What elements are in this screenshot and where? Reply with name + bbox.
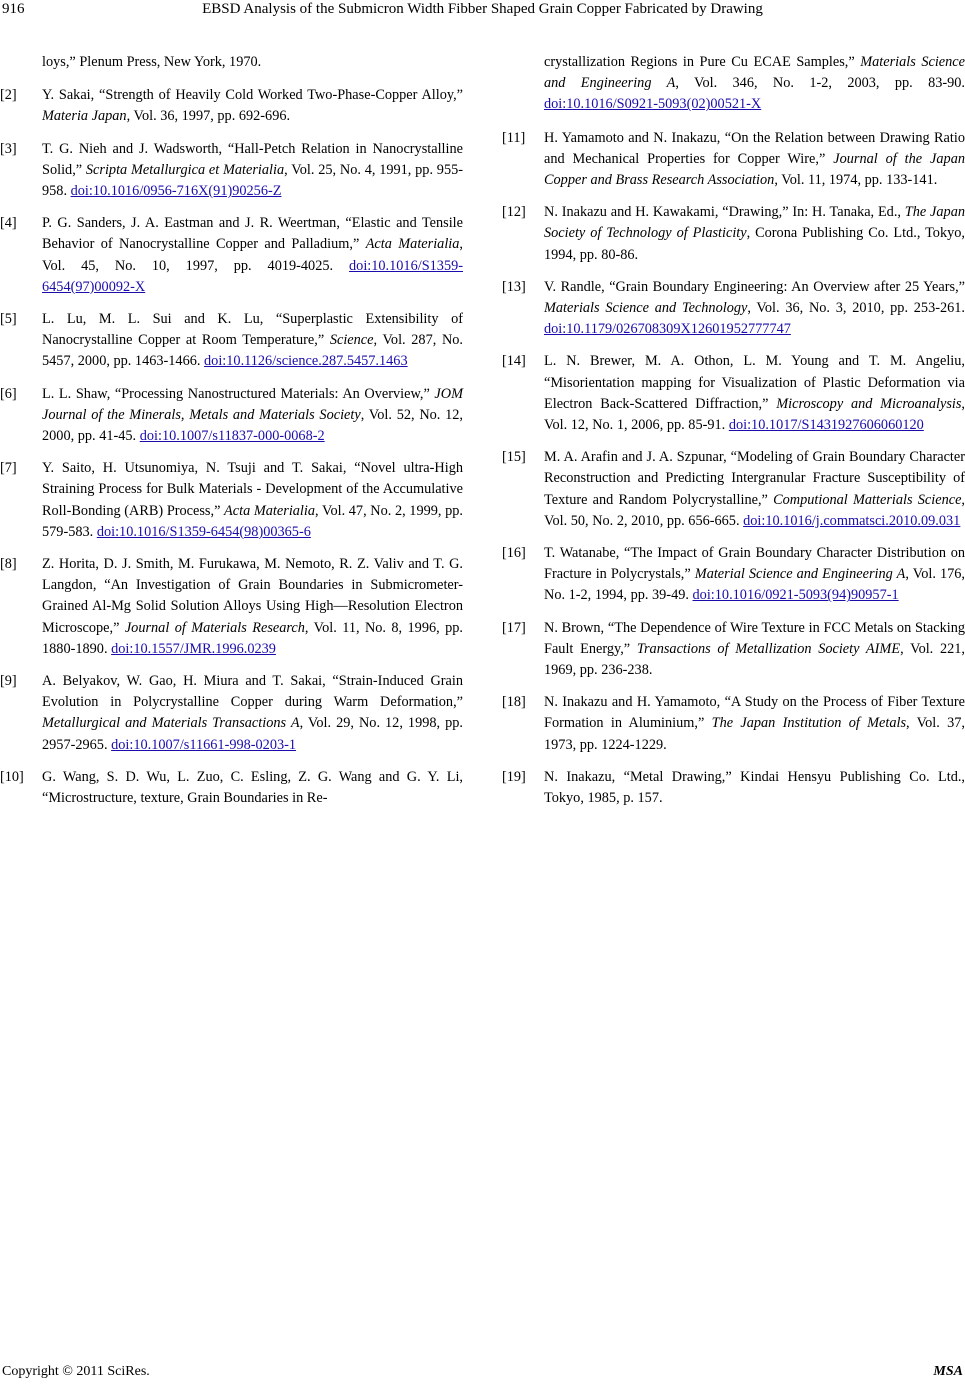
doi-link[interactable]: doi:10.1557/JMR.1996.0239 — [111, 640, 276, 657]
reference-item — [502, 692, 965, 756]
reference-item — [0, 458, 463, 543]
reference-number: [19] — [502, 768, 526, 785]
reference-item — [0, 139, 464, 203]
reference-item — [0, 85, 463, 127]
reference-number: [13] — [502, 278, 526, 295]
reference-number: [17] — [502, 619, 526, 636]
reference-number: [3] — [0, 140, 17, 157]
copyright-notice: Copyright © 2011 SciRes. — [2, 1364, 150, 1379]
reference-number: [16] — [502, 545, 526, 562]
reference-details: , Vol. 36, No. 3, 2010, pp. 253-261. — [747, 300, 965, 317]
doi-link[interactable]: doi:10.1007/s11661-998-0203-1 — [111, 736, 297, 753]
reference-item — [0, 671, 463, 756]
reference-text: N. Inakazu, “Metal Drawing,” Kindai Hensyu Publishing Co. Ltd., Tokyo, 1985, p. 157. — [544, 768, 965, 807]
journal-abbreviation: MSA — [933, 1364, 963, 1379]
page-header — [0, 0, 965, 22]
reference-source: Science — [329, 332, 374, 349]
reference-number: [7] — [0, 460, 17, 477]
reference-details: , Vol. 47, No. 2, 1999, pp. 579-583. — [42, 502, 463, 540]
reference-number: [5] — [0, 311, 17, 328]
reference-source: Journal of the Japan Copper and Brass Research Association — [544, 150, 965, 189]
reference-column-left — [0, 52, 464, 820]
reference-item — [0, 554, 463, 660]
reference-details: , Vol. 287, No. 5457, 2000, pp. 1463-1466. — [42, 332, 463, 370]
reference-item — [502, 128, 965, 192]
reference-details: , Vol. 37, 1973, pp. 1224-1229. — [544, 715, 965, 753]
reference-number: [9] — [0, 673, 17, 690]
reference-source: The Japan Society of Technology of Plasticity — [544, 204, 965, 242]
reference-details: , Vol. 12, No. 1, 2006, pp. 85-91. — [544, 395, 965, 434]
reference-details: , Vol. 45, No. 10, 1997, pp. 4019-4025. — [42, 236, 463, 274]
doi-link[interactable]: doi:10.1016/S1359-6454(98)00365-6 — [96, 523, 311, 540]
reference-number: [10] — [0, 768, 24, 785]
reference-number: [8] — [0, 556, 17, 573]
page-footer — [0, 1364, 965, 1386]
reference-number: [12] — [502, 204, 526, 221]
reference-source: Transactions of Metallization Society AIME — [636, 640, 901, 657]
reference-item — [0, 767, 463, 809]
reference-text: A. Belyakov, W. Gao, H. Miura and T. Sakai, “Strain-Induced Grain Evolution in Polycrystalline Copper during Warm Deformation,” — [42, 673, 463, 711]
doi-link[interactable]: doi:10.1179/026708309X12601952777747 — [544, 321, 791, 338]
reference-item — [502, 618, 965, 682]
reference-text: L. Lu, M. L. Sui and K. Lu, “Superplastic Extensibility of Nanocrystalline Copper at Room Temperature,” — [42, 311, 463, 349]
doi-link[interactable]: doi:10.1017/S1431927606060120 — [728, 417, 924, 434]
reference-item — [0, 309, 463, 373]
reference-item — [0, 384, 463, 448]
reference-item — [502, 447, 965, 532]
reference-number: [11] — [502, 129, 526, 146]
reference-source: Materials Science and Technology — [544, 300, 748, 317]
reference-text: Y. Sakai, “Strength of Heavily Cold Worked Two-Phase-Copper Alloy,” — [42, 87, 463, 104]
reference-text: N. Inakazu and H. Kawakami, “Drawing,” In: H. Tanaka, Ed., — [544, 204, 905, 221]
reference-details: , Vol. 11, No. 8, 1996, pp. 1880-1890. — [42, 619, 463, 657]
doi-link[interactable]: doi:10.1007/s11837-000-0068-2 — [139, 428, 325, 445]
reference-number: [18] — [502, 694, 526, 711]
reference-source: Computional Matterials Science — [773, 491, 962, 508]
reference-text: M. A. Arafin and J. A. Szpunar, “Modeling of Grain Boundary Character Reconstruction and Predicting Intergranular Fracture Susceptibility of Texture and Random Polycrystalline,” — [544, 449, 965, 508]
reference-text: Y. Saito, H. Utsunomiya, N. Tsuji and T. Sakai, “Novel ultra-High Straining Process for Bulk Materials - Development of the Accumulative Roll-Bonding (ARB) Process,” — [42, 460, 463, 519]
reference-number: [2] — [0, 87, 17, 104]
reference-source: Journal of Materials Research — [124, 619, 305, 636]
reference-text: V. Randle, “Grain Boundary Engineering: An Overview after 25 Years,” — [544, 278, 965, 295]
reference-source: Materia Japan — [42, 108, 127, 125]
reference-column-right — [502, 52, 965, 820]
reference-number: [14] — [502, 353, 526, 370]
doi-link[interactable]: doi:10.1016/S0921-5093(02)00521-X — [544, 96, 762, 113]
reference-source: Material Science and Engineering A — [694, 566, 906, 583]
reference-item — [502, 202, 965, 266]
doi-link[interactable]: doi:10.1016/j.commatsci.2010.09.031 — [743, 512, 961, 529]
reference-text: L. N. Brewer, M. A. Othon, L. M. Young and T. M. Angeliu, “Misorientation mapping for Visualization of Plastic Deformation via Electron Back-Scattered Diffraction,” — [544, 353, 965, 412]
running-title: EBSD Analysis of the Submicron Width Fibber Shaped Grain Copper Fabricated by Drawing — [202, 1, 763, 17]
doi-link[interactable]: doi:10.1016/0956-716X(91)90256-Z — [70, 183, 282, 200]
reference-item — [502, 277, 965, 341]
reference-details: , Corona Publishing Co. Ltd., Tokyo, 1994, pp. 80-86. — [544, 225, 965, 263]
reference-text: N. Inakazu and H. Yamamoto, “A Study on the Process of Fiber Texture Formation in Aluminium,” — [544, 694, 965, 732]
reference-source: Metallurgical and Materials Transactions A — [42, 715, 300, 732]
reference-source: JOM Journal of the Minerals, Metals and Materials Society — [42, 385, 463, 423]
reference-number: [15] — [502, 449, 526, 466]
reference-text: N. Brown, “The Dependence of Wire Texture in FCC Metals on Stacking Fault Energy,” — [544, 619, 965, 657]
reference-source: The Japan Institution of Metals — [711, 715, 907, 732]
doi-link[interactable]: doi:10.1016/0921-5093(94)90957-1 — [692, 587, 899, 604]
reference-source: Scripta Metallurgica et Materialia — [85, 161, 285, 178]
reference-text: L. L. Shaw, “Processing Nanostructured Materials: An Overview,” — [42, 385, 435, 402]
reference-continuation: crystallization Regions in Pure Cu ECAE Samples,” Materials Science and Engineering A, Vol. 346, No. 1-2, 2003, pp. 83-90. doi:10.1016/S0921-5093(02)00521-X — [544, 54, 965, 113]
reference-details: , Vol. 36, 1997, pp. 692-696. — [126, 108, 291, 125]
reference-item — [502, 767, 965, 809]
reference-number: [4] — [0, 215, 17, 232]
reference-details: , Vol. 221, 1969, pp. 236-238. — [544, 640, 965, 679]
reference-text: T. Watanabe, “The Impact of Grain Boundary Character Distribution on Fracture in Polycrystals,” — [544, 545, 965, 583]
reference-text: P. G. Sanders, J. A. Eastman and J. R. Weertman, “Elastic and Tensile Behavior of Nanocrystalline Copper and Palladium,” — [42, 215, 463, 253]
page-number: 916 — [2, 1, 25, 17]
reference-source: Microscopy and Microanalysis — [776, 395, 962, 412]
doi-link[interactable]: doi:10.1126/science.287.5457.1463 — [204, 353, 408, 370]
reference-details: , Vol. 176, No. 1-2, 1994, pp. 39-49. — [544, 566, 965, 604]
reference-details: , Vol. 25, No. 4, 1991, pp. 955-958. — [42, 161, 464, 200]
reference-continuation: loys,” Plenum Press, New York, 1970. — [42, 54, 262, 70]
reference-details: , Vol. 11, 1974, pp. 133-141. — [774, 172, 938, 189]
reference-details: , Vol. 29, No. 12, 1998, pp. 2957-2965. — [42, 715, 463, 753]
reference-text: T. G. Nieh and J. Wadsworth, “Hall-Petch Relation in Nanocrystalline Solid,” — [42, 140, 463, 178]
reference-source: Acta Materialia — [365, 236, 460, 253]
reference-number: [6] — [0, 385, 17, 402]
reference-text: G. Wang, S. D. Wu, L. Zuo, C. Esling, Z. G. Wang and G. Y. Li, “Microstructure, texture, Grain Boundaries in Re- — [42, 768, 463, 807]
reference-item — [502, 543, 965, 607]
reference-item — [502, 351, 965, 436]
reference-details: , Vol. 52, No. 12, 2000, pp. 41-45. — [42, 406, 463, 445]
doi-link[interactable]: doi:10.1016/S1359-6454(97)00092-X — [42, 257, 463, 295]
reference-details: , Vol. 50, No. 2, 2010, pp. 656-665. — [544, 491, 965, 529]
reference-text: H. Yamamoto and N. Inakazu, “On the Relation between Drawing Ratio and Mechanical Properties for Copper Wire,” — [544, 129, 965, 167]
reference-item — [0, 213, 463, 298]
reference-text: Z. Horita, D. J. Smith, M. Furukawa, M. Nemoto, R. Z. Valiv and T. G. Langdon, “An Investigation of Grain Boundaries in Submicrometer-Grained Al-Mg Solid Solution Alloys Using High—Resolution Electron Microscope,” — [42, 556, 463, 636]
reference-source: Acta Materialia — [224, 502, 316, 519]
